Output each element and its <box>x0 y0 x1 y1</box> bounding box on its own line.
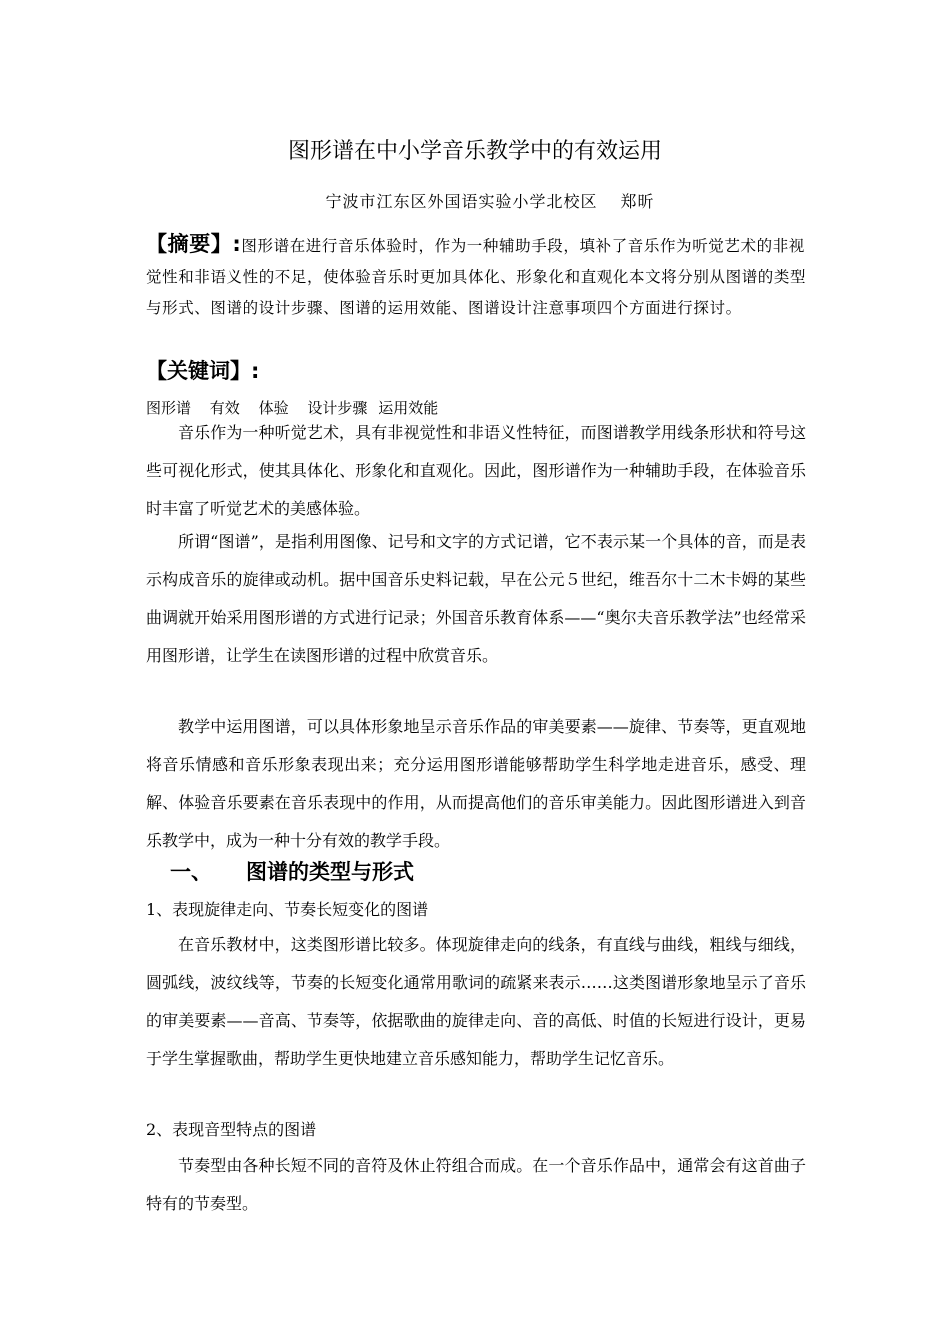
section-number: 一、 <box>170 860 212 884</box>
body-paragraph-1: 音乐作为一种听觉艺术，具有非视觉性和非语义性特征，而图谱教学用线条形状和符号这些可视化形式，使其具体化、形象化和直观化。因此，图形谱作为一种辅助手段，在体验音乐时丰富了听觉艺术的美感体验。 <box>146 423 806 518</box>
body-paragraph-2: 所谓“图谱”，是指利用图像、记号和文字的方式记谱，它不表示某一个具体的音，而是表示构成音乐的旋律或动机。据中国音乐史料记载，早在公元５世纪，维吾尔十二木卡姆的某些曲调就开始采用图形谱的方式进行记录；外国音乐教育体系——“奥尔夫音乐教学法”也经常采用图形谱，让学生在读图形谱的过程中欣赏音乐。 <box>146 532 806 665</box>
author-line: 宁波市江东区外国语实验小学北校区 郑昕 <box>325 192 655 211</box>
document-title: 图形谱在中小学音乐教学中的有效运用 <box>287 139 662 164</box>
body-paragraph-4: 在音乐教材中，这类图形谱比较多。体现旋律走向的线条，有直线与曲线，粗线与细线，圆弧线，波纹线等，节奏的长短变化通常用歌词的疏紧来表示……这类图谱形象地呈示了音乐的审美要素——音高、节奏等，依据歌曲的旋律走向、音的高低、时值的长短进行设计，更易于学生掌握歌曲，帮助学生更快地建立音乐感知能力，帮助学生记忆音乐。 <box>146 935 806 1068</box>
body-paragraph-3: 教学中运用图谱，可以具体形象地呈示音乐作品的审美要素——旋律、节奏等，更直观地将音乐情感和音乐形象表现出来；充分运用图形谱能够帮助学生科学地走进音乐，感受、理解、体验音乐要素在音乐表现中的作用，从而提高他们的音乐审美能力。因此图形谱进入到音乐教学中，成为一种十分有效的教学手段。 <box>146 717 806 850</box>
keywords-heading: 【关键词】: <box>146 359 260 383</box>
body-paragraph-5: 节奏型由各种长短不同的音符及休止符组合而成。在一个音乐作品中，通常会有这首曲子特有的节奏型。 <box>146 1156 806 1213</box>
subsection-heading-1: 1、表现旋律走向、节奏长短变化的图谱 <box>146 900 429 919</box>
keyword-item: 图形谱 <box>146 399 192 417</box>
subsection-heading-2: 2、表现音型特点的图谱 <box>146 1120 317 1139</box>
section-title: 图谱的类型与形式 <box>246 860 414 884</box>
keyword-item: 体验 <box>258 399 289 417</box>
keyword-item: 运用效能 <box>378 399 439 417</box>
keyword-item: 设计步骤 <box>307 399 368 417</box>
keyword-item: 有效 <box>209 399 240 417</box>
abstract-text: 图形谱在进行音乐体验时，作为一种辅助手段，填补了音乐作为听觉艺术的非视觉性和非语义性的不足，使体验音乐时更加具体化、形象化和直观化本文将分别从图谱的类型与形式、图谱的设计步骤、图谱的运用效能、图谱设计注意事项四个方面进行探讨。 <box>146 237 807 317</box>
abstract-block <box>146 229 814 324</box>
abstract-heading: 【摘要】: <box>146 232 242 256</box>
section-heading-1 <box>170 856 414 886</box>
